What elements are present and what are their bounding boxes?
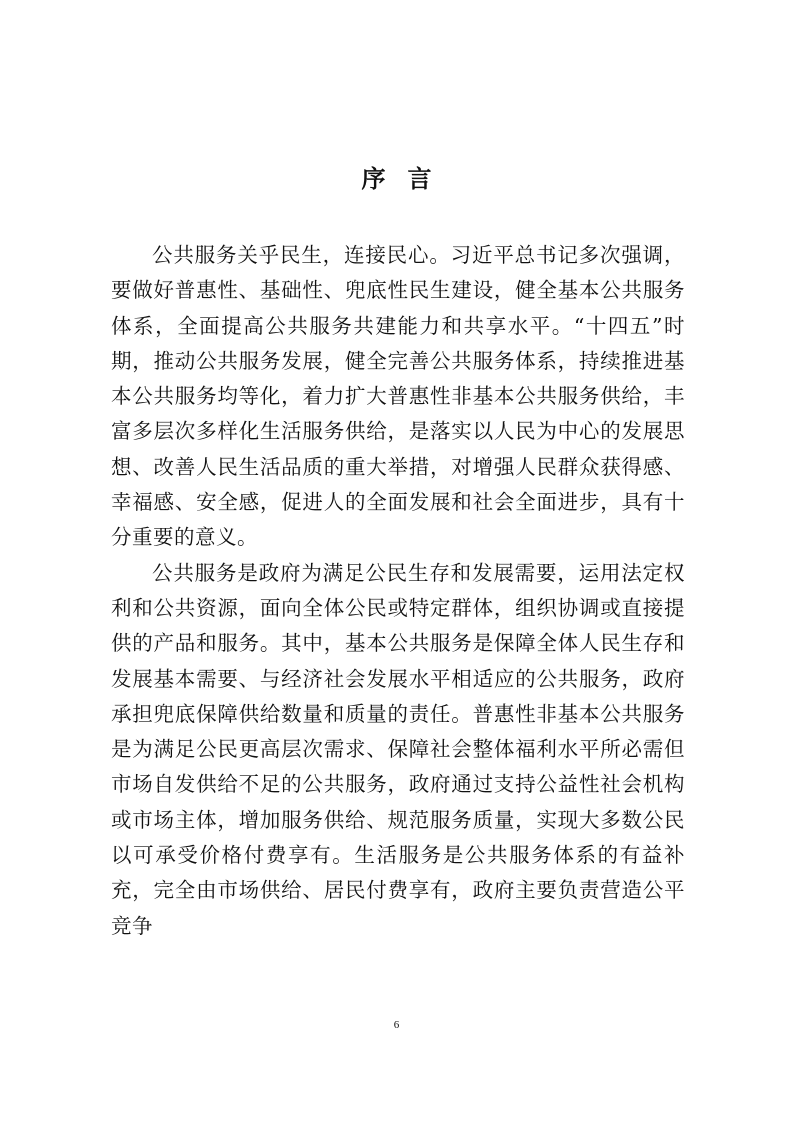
paragraph-2: 公共服务是政府为满足公民生存和发展需要，运用法定权利和公共资源，面向全体公民或特定群体，组织协调或直接提供的产品和服务。其中，基本公共服务是保障全体人民生存和发展基本需要、与经济社会发展水平相适应的公共服务，政府承担兜底保障供给数量和质量的责任。普惠性非基本公共服务是为满足公民更高层次需求、保障社会整体福利水平所必需但市场自发供给不足的公共服务，政府通过支持公益性社会机构或市场主体，增加服务供给、规范服务质量，实现大多数公民以可承受价格付费享有。生活服务是公共服务体系的有益补充，完全由市场供给、居民付费享有，政府主要负责营造公平竞争	[111, 560, 685, 938]
paragraph-1: 公共服务关乎民生，连接民心。习近平总书记多次强调，要做好普惠性、基础性、兜底性民生建设，健全基本公共服务体系，全面提高公共服务共建能力和共享水平。“十四五”时期，推动公共服务发展，健全完善公共服务体系，持续推进基本公共服务均等化，着力扩大普惠性非基本公共服务供给，丰富多层次多样化生活服务供给，是落实以人民为中心的发展思想、改善人民生活品质的重大举措，对增强人民群众获得感、幸福感、安全感，促进人的全面发展和社会全面进步，具有十分重要的意义。	[111, 243, 685, 550]
page-number: 6	[393, 1019, 400, 1031]
body-text	[111, 238, 685, 944]
page-title: 序言	[361, 164, 454, 193]
